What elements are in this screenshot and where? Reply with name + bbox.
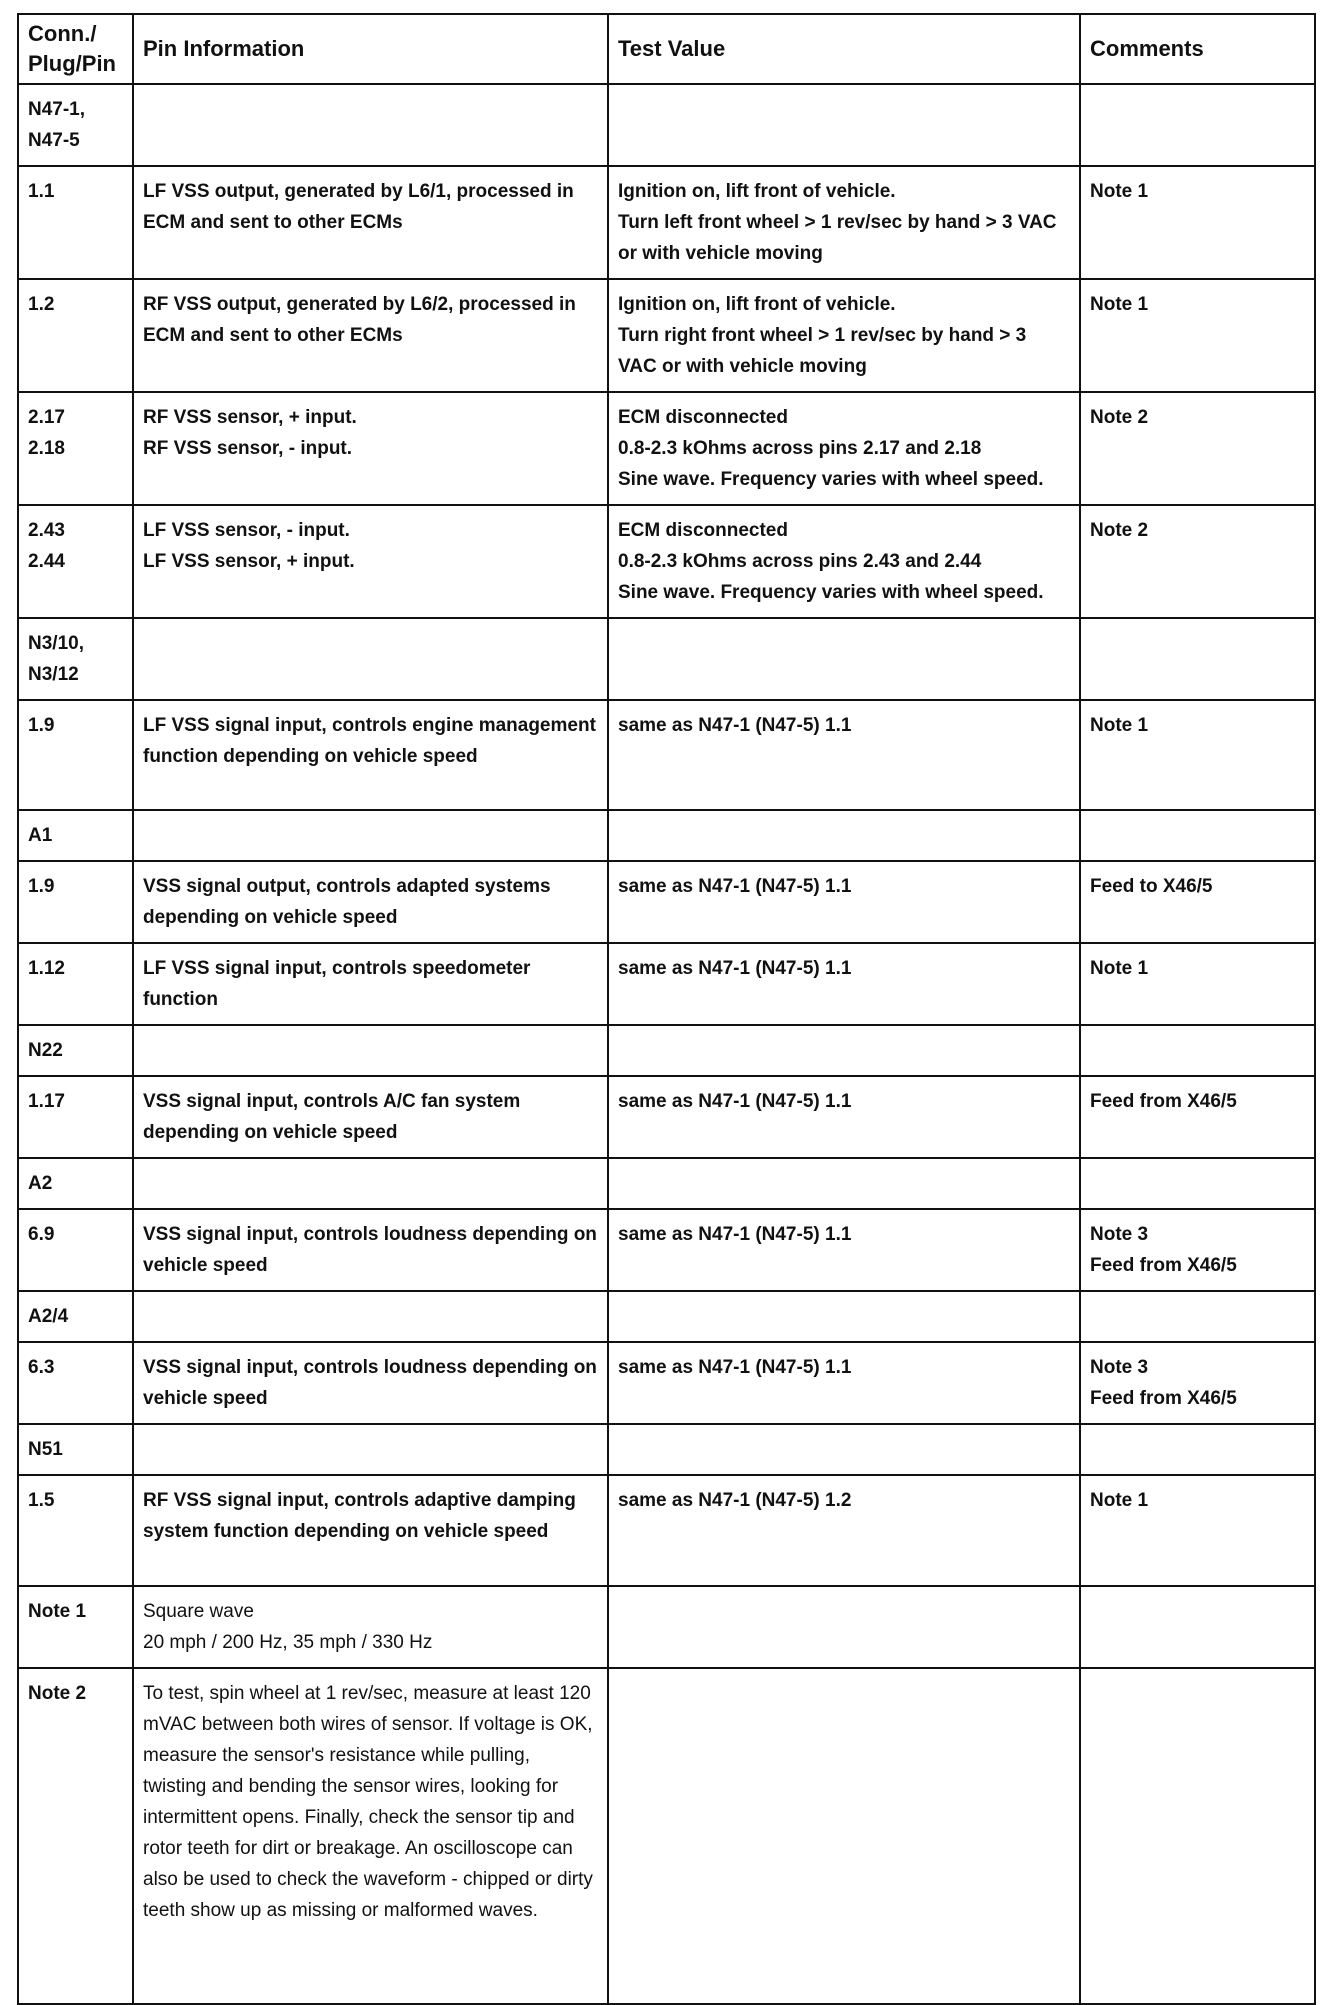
cell-pin-information: LF VSS output, generated by L6/1, processed in ECM and sent to other ECMs — [133, 166, 608, 279]
cell-comments — [1080, 1586, 1315, 1668]
cell-comments: Note 2 — [1080, 392, 1315, 505]
cell-test-value: same as N47-1 (N47-5) 1.1 — [608, 700, 1080, 810]
cell-line: Sine wave. Frequency varies with wheel speed. — [618, 469, 1044, 490]
cell-pin-information: LF VSS signal input, controls speedometer function — [133, 943, 608, 1025]
table-row — [18, 1076, 1315, 1158]
cell-line: RF VSS sensor, - input. — [143, 438, 353, 459]
cell-conn-plug-pin: 1.9 — [18, 861, 133, 943]
connector-group-row — [18, 1291, 1315, 1342]
table-row — [18, 279, 1315, 392]
cell-test-value: same as N47-1 (N47-5) 1.1 — [608, 1209, 1080, 1291]
cell-conn-plug-pin: A2 — [18, 1158, 133, 1209]
header-pin-information: Pin Information — [133, 14, 608, 84]
connector-group-row — [18, 618, 1315, 700]
cell-pin-information: LF VSS signal input, controls engine management function depending on vehicle speed — [133, 700, 608, 810]
cell-comments — [1080, 84, 1315, 166]
cell-test-value: same as N47-1 (N47-5) 1.1 — [608, 861, 1080, 943]
cell-conn-plug-pin: 6.3 — [18, 1342, 133, 1424]
cell-line: LF VSS sensor, + input. — [143, 551, 355, 572]
connector-group-row — [18, 1158, 1315, 1209]
cell-comments: Note 1 — [1080, 166, 1315, 279]
cell-line: N47-5 — [28, 130, 80, 151]
cell-test-value — [608, 810, 1080, 861]
cell-conn-plug-pin — [18, 392, 133, 505]
cell-line: Feed from X46/5 — [1090, 1255, 1237, 1276]
cell-line: Plug/Pin — [28, 51, 116, 76]
cell-conn-plug-pin: 1.17 — [18, 1076, 133, 1158]
cell-test-value: same as N47-1 (N47-5) 1.1 — [608, 1076, 1080, 1158]
cell-line: Conn./ — [28, 21, 97, 46]
cell-comments: Note 2 — [1080, 505, 1315, 618]
cell-pin-information — [133, 1025, 608, 1076]
cell-pin-information — [133, 505, 608, 618]
cell-conn-plug-pin: A1 — [18, 810, 133, 861]
cell-comments — [1080, 1424, 1315, 1475]
cell-line: Square wave — [143, 1601, 254, 1622]
cell-comments — [1080, 1668, 1315, 2004]
cell-conn-plug-pin — [18, 84, 133, 166]
cell-line: 2.44 — [28, 551, 65, 572]
cell-pin-information — [133, 1586, 608, 1668]
header-comments: Comments — [1080, 14, 1315, 84]
cell-line: RF VSS sensor, + input. — [143, 407, 357, 428]
cell-line: 2.43 — [28, 520, 65, 541]
cell-conn-plug-pin: 1.1 — [18, 166, 133, 279]
cell-line: Feed from X46/5 — [1090, 1388, 1237, 1409]
table-row — [18, 1475, 1315, 1586]
table-row — [18, 392, 1315, 505]
cell-pin-information — [133, 810, 608, 861]
cell-line: ECM disconnected — [618, 407, 788, 428]
cell-pin-information: VSS signal output, controls adapted systems depending on vehicle speed — [133, 861, 608, 943]
cell-conn-plug-pin — [18, 505, 133, 618]
cell-line: ECM disconnected — [618, 520, 788, 541]
cell-comments — [1080, 1291, 1315, 1342]
table-row — [18, 1342, 1315, 1424]
cell-pin-information: To test, spin wheel at 1 rev/sec, measure at least 120 mVAC between both wires of sensor. If voltage is OK, measure the sensor's resistance while pulling, twisting and bending the sensor wires, looking for intermittent opens. Finally, check the sensor tip and rotor teeth for dirt or breakage. An oscilloscope can also be used to check the waveform - chipped or dirty teeth show up as missing or malformed waves. — [133, 1668, 608, 2004]
cell-comments: Feed from X46/5 — [1080, 1076, 1315, 1158]
table-row — [18, 166, 1315, 279]
table-row — [18, 700, 1315, 810]
cell-conn-plug-pin: N22 — [18, 1025, 133, 1076]
cell-comments — [1080, 1158, 1315, 1209]
cell-comments: Note 1 — [1080, 1475, 1315, 1586]
cell-test-value — [608, 1158, 1080, 1209]
cell-line: Turn right front wheel > 1 rev/sec by hand > 3 VAC or with vehicle moving — [618, 325, 1027, 377]
cell-pin-information: VSS signal input, controls loudness depending on vehicle speed — [133, 1209, 608, 1291]
cell-test-value: same as N47-1 (N47-5) 1.2 — [608, 1475, 1080, 1586]
table-row — [18, 943, 1315, 1025]
cell-line: LF VSS sensor, - input. — [143, 520, 350, 541]
connector-group-row — [18, 1025, 1315, 1076]
cell-comments: Note 1 — [1080, 279, 1315, 392]
header-test-value: Test Value — [608, 14, 1080, 84]
cell-pin-information — [133, 1291, 608, 1342]
cell-test-value: same as N47-1 (N47-5) 1.1 — [608, 943, 1080, 1025]
note-row — [18, 1668, 1315, 2004]
cell-line: Note 3 — [1090, 1357, 1149, 1378]
cell-line: N3/10, — [28, 633, 84, 654]
cell-comments — [1080, 1209, 1315, 1291]
connector-group-row — [18, 1424, 1315, 1475]
cell-conn-plug-pin: Note 1 — [18, 1586, 133, 1668]
cell-test-value — [608, 1586, 1080, 1668]
cell-comments — [1080, 810, 1315, 861]
cell-pin-information — [133, 1424, 608, 1475]
table-row — [18, 1209, 1315, 1291]
cell-conn-plug-pin: 1.9 — [18, 700, 133, 810]
cell-line: N47-1, — [28, 99, 86, 120]
header-row — [18, 14, 1315, 84]
cell-test-value — [608, 618, 1080, 700]
table-body — [18, 84, 1315, 2004]
cell-conn-plug-pin: 1.5 — [18, 1475, 133, 1586]
table-row — [18, 505, 1315, 618]
cell-line: 2.18 — [28, 438, 65, 459]
cell-line: N3/12 — [28, 664, 79, 685]
pin-test-table — [17, 13, 1316, 2005]
cell-test-value — [608, 1291, 1080, 1342]
note-row — [18, 1586, 1315, 1668]
cell-test-value — [608, 1424, 1080, 1475]
cell-conn-plug-pin: N51 — [18, 1424, 133, 1475]
cell-pin-information: VSS signal input, controls loudness depending on vehicle speed — [133, 1342, 608, 1424]
cell-line: Turn left front wheel > 1 rev/sec by hand > 3 VAC or with vehicle moving — [618, 212, 1057, 264]
cell-pin-information: VSS signal input, controls A/C fan system depending on vehicle speed — [133, 1076, 608, 1158]
cell-pin-information — [133, 84, 608, 166]
cell-conn-plug-pin: A2/4 — [18, 1291, 133, 1342]
cell-conn-plug-pin: 1.12 — [18, 943, 133, 1025]
cell-comments: Feed to X46/5 — [1080, 861, 1315, 943]
cell-comments: Note 1 — [1080, 700, 1315, 810]
cell-test-value — [608, 505, 1080, 618]
cell-pin-information: RF VSS signal input, controls adaptive damping system function depending on vehicle speed — [133, 1475, 608, 1586]
cell-pin-information: RF VSS output, generated by L6/2, processed in ECM and sent to other ECMs — [133, 279, 608, 392]
cell-conn-plug-pin: 6.9 — [18, 1209, 133, 1291]
cell-line: 2.17 — [28, 407, 65, 428]
cell-line: Ignition on, lift front of vehicle. — [618, 181, 896, 202]
cell-conn-plug-pin: 1.2 — [18, 279, 133, 392]
cell-test-value — [608, 1668, 1080, 2004]
cell-pin-information — [133, 1158, 608, 1209]
cell-pin-information — [133, 392, 608, 505]
cell-conn-plug-pin: Note 2 — [18, 1668, 133, 2004]
cell-line: 20 mph / 200 Hz, 35 mph / 330 Hz — [143, 1632, 433, 1653]
cell-line: Sine wave. Frequency varies with wheel speed. — [618, 582, 1044, 603]
cell-line: 0.8-2.3 kOhms across pins 2.17 and 2.18 — [618, 438, 982, 459]
cell-test-value: same as N47-1 (N47-5) 1.1 — [608, 1342, 1080, 1424]
cell-conn-plug-pin — [18, 618, 133, 700]
connector-group-row — [18, 84, 1315, 166]
cell-test-value — [608, 1025, 1080, 1076]
cell-comments — [1080, 1342, 1315, 1424]
connector-group-row — [18, 810, 1315, 861]
cell-line: 0.8-2.3 kOhms across pins 2.43 and 2.44 — [618, 551, 982, 572]
cell-comments — [1080, 1025, 1315, 1076]
cell-pin-information — [133, 618, 608, 700]
cell-line: Ignition on, lift front of vehicle. — [618, 294, 896, 315]
cell-line: Note 3 — [1090, 1224, 1149, 1245]
cell-test-value — [608, 279, 1080, 392]
cell-comments: Note 1 — [1080, 943, 1315, 1025]
cell-test-value — [608, 392, 1080, 505]
header-conn-plug-pin — [18, 14, 133, 84]
table-row — [18, 861, 1315, 943]
cell-test-value — [608, 84, 1080, 166]
cell-test-value — [608, 166, 1080, 279]
cell-comments — [1080, 618, 1315, 700]
